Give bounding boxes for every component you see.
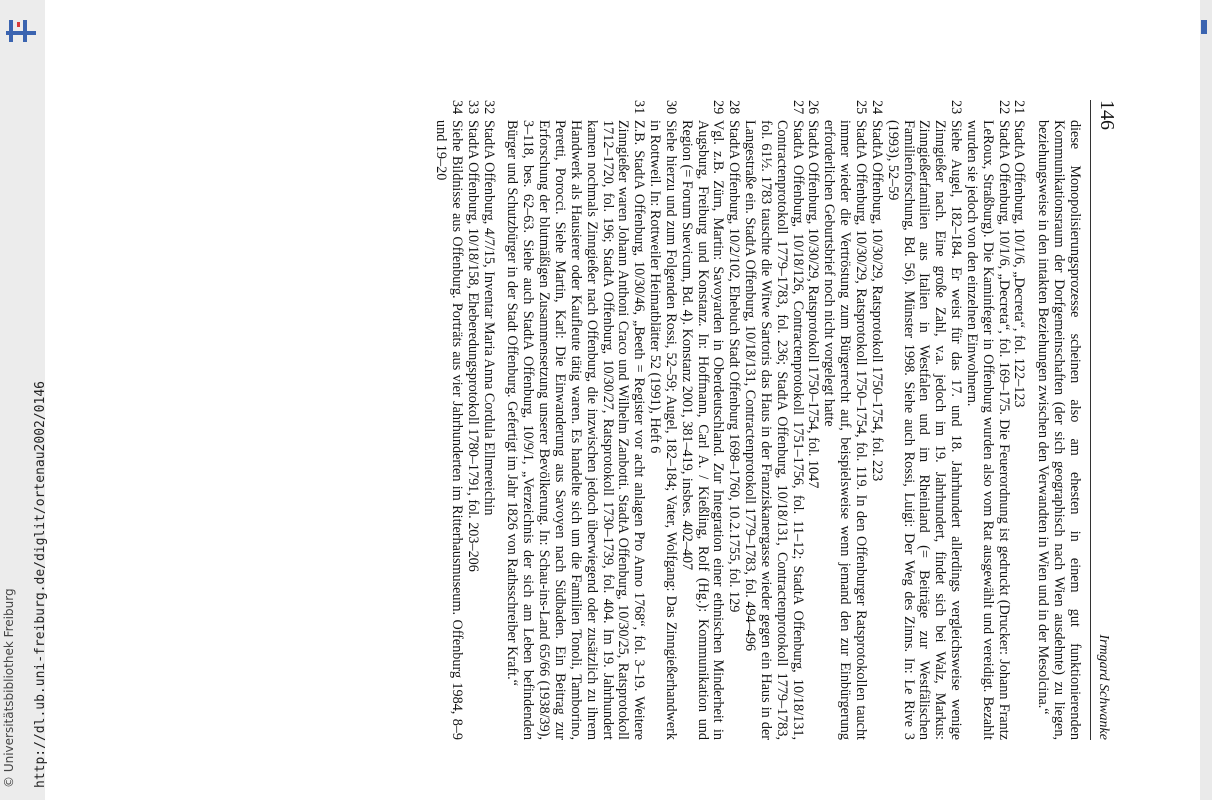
footnote xyxy=(464,100,480,740)
footnote xyxy=(884,100,963,740)
footnote-number: 26 xyxy=(805,100,822,115)
footnote-number: 22 xyxy=(995,100,1012,115)
running-head-author: Irmgard Schwanke xyxy=(1096,634,1111,740)
footnote-number: 25 xyxy=(853,100,870,115)
footnote-number: 23 xyxy=(948,100,965,115)
footnote-number: 32 xyxy=(480,100,497,115)
footnote-text: StadtA Offenburg, 10/1/6, „Decreta“, fol. 169–175. Die Feuerordnung ist gedruckt (Drucker: Johann Frantz LeRoux, Straßburg). Die Kaminfeger in Offenburg wurden also vom Rat ausgewählt und vereidigt. Bezahlt wurden sie jedoch von den einzelnen Einwohnern. xyxy=(963,120,1012,740)
footnote-number: 34 xyxy=(448,100,465,115)
footnote xyxy=(963,100,1011,740)
footnote-text: StadtA Offenburg, 10/30/29, Ratsprotokoll 1750–1754, fol. 1047 xyxy=(805,120,822,489)
footnote-text: Siehe hierzu und zum Folgenden Rossi, 52–59; Augel, 182–184; Vater, Wolfgang: Das Zinngießerhandwerk in Rottweil. In: Rottweiler Heimatblätter 52 (1991), Heft 6 xyxy=(647,120,679,740)
scanned-page xyxy=(150,100,1125,740)
footnote-number: 33 xyxy=(464,100,481,115)
footnote-text: diese Monopolisierungsprozesse scheinen also am ehesten in einem gut funktionierenden Kommunikationsraum der Dorfgemeinschaften (der sich geographisch nach Wien ausdehnte) zu liegen, beziehungsweise in den intakten Beziehungen zwischen den Verwandten in Wien und in der Mesolcina.“ xyxy=(1035,120,1083,740)
page-header xyxy=(1090,100,1125,740)
footnote-text: StadtA Offenburg, 10/2/102, Ehebuch Stadt Offenburg 1698–1760, 10.2.1755, fol. 129 xyxy=(726,120,743,613)
footnote xyxy=(480,100,496,740)
footnote xyxy=(1011,100,1027,740)
footnote-text: StadtA Offenburg, 10/18/126, Contractenprotokoll 1751–1756, fol. 11–12; StadtA Offenburg, 10/18/131, Contractenprotokoll 1779–1783, fol. 236; StadtA Offenburg, 10/18/131, Contractenprotokoll 1779–1783, fol. 61½. 1783 tauschte die Witwe Sartoris das Haus in der Franziskanergasse wieder gegen ein Haus in der Langestraße ein. StadtA Offenburg, 10/18/131, Contractenprotokoll 1779–1783, fol. 494–496 xyxy=(742,120,806,740)
footnote xyxy=(1034,100,1082,740)
viewer-left-strip xyxy=(0,0,48,800)
footnote xyxy=(821,100,869,740)
footnotes xyxy=(432,100,1082,740)
footnote-text: Vgl. z.B. Zürn, Martin: Savoyarden in Oberdeutschland. Zur Integration einer ethnischen Minderheit in Augsburg, Freiburg und Konstanz. In: Hoffmann, Carl A. / Kießling, Rolf (Hg.): Kommunikation und Region (= Forum Suevicum, Bd. 4). Konstanz 2001, 381–419, insbes. 402–407 xyxy=(678,120,727,740)
footnote xyxy=(504,100,647,740)
page-marker-icon xyxy=(1201,20,1207,34)
footnote-text: Z.B. StadtA Offenburg, 10/30/46, „Beeth = Register vor acht anlagen Pro Anno 1768“, fol. 3–19. Weitere Zinngießer waren Johann Anthoni Craco und Wilhelm Zanbotti. StadtA Offenburg, 10/30/25, Ratsprotokoll 1712–1720, fol. 196; StadtA Offenburg, 10/30/27, Ratsprotokoll 1730–1739, fol. 404. Im 19. Jahrhundert kamen nochmals Zinngießer nach Offenburg, die inzwischen jedoch überwiegend oder zusätzlich zu ihrem Handwerk als Hausierer oder Kaufleute tätig waren. Es handelte sich um die Familien Tonoli, Tamborino, Peretti, Porocci. Siehe Martin, Karl: Die Einwanderung aus Savoyen nach Südbaden. Ein Beitrag zur Erforschung der blutmäßigen Zusammensetzung unserer Bevölkerung. In: Schau-ins-Land 65/66 (1938/39), 3–118, bes. 62–63. Siehe auch StadtA Offenburg, 10/9/1, „Verzeichnis der sich am Leben befindenden Bürger und Schutzbürger in der Stadt Offenburg. Gefertigt im Jahr 1826 von Rathsschreiber Kraft.“ xyxy=(504,120,648,740)
footnote-text: StadtA Offenburg, 4/7/15, Inventar Maria Anna Cordula Ellmereichin xyxy=(480,120,497,516)
footnote-text: StadtA Offenburg, 10/30/29, Ratsprotokoll 1750–1754, fol. 119. In den Offenburger Ratsprotokollen taucht immer wieder die Vertröstung zum Bürgerrecht auf, beispielsweise wenn jemand den zur Einbürgerung erforderlichen Geburtsbrief noch nicht vorgelegt hatte xyxy=(821,120,870,740)
footnote-number xyxy=(1034,100,1082,120)
footnote-number: 29 xyxy=(710,100,727,115)
footnote xyxy=(741,100,804,740)
footnote-text: StadtA Offenburg, 10/30/29, Ratsprotokoll 1750–1754, fol. 223 xyxy=(868,120,885,482)
footnote xyxy=(805,100,821,740)
footnote-number: 31 xyxy=(631,100,648,115)
footnote-number: 21 xyxy=(1011,100,1028,115)
footnote xyxy=(725,100,741,740)
footnote xyxy=(868,100,884,740)
footnote xyxy=(678,100,726,740)
source-url[interactable]: http://dl.ub.uni-freiburg.de/diglit/ortenau2002/0146 xyxy=(33,381,48,788)
footnote-text: StadtA Offenburg, 10/1/6, „Decreta“, fol. 122–123 xyxy=(1011,120,1028,408)
copyright-notice: © Universitätsbibliothek Freiburg xyxy=(2,588,16,788)
footnote-number: 27 xyxy=(789,100,806,115)
page-number: 146 xyxy=(1096,100,1118,130)
footnote-text: Siehe Augel, 182–184. Er weist für das 17. und 18. Jahrhundert allerdings vergleichsweise wenige Zinngießer nach. Eine große Zahl, v.a. jedoch im 19. Jahrhundert, findet sich bei Walz, Markus: Zinngießerfamilien aus Italien in Westfalen und im Rheinland (= Beiträge zur Westfälischen Familienforschung, Bd. 56). Münster 1998. Siehe auch Rossi, Luigi: Der Weg des Zinns. In: Le Rive 3 (1993), 52–59 xyxy=(884,120,965,740)
viewer-right-strip xyxy=(1200,0,1212,800)
footnote xyxy=(432,100,464,740)
footnote-number: 24 xyxy=(868,100,885,115)
footnote-number: 30 xyxy=(662,100,679,115)
footnote-number: 28 xyxy=(726,100,743,115)
footnote xyxy=(646,100,678,740)
footnote-text: StadtA Offenburg, 10/18/158, Eheberedungsprotokoll 1780–1791, fol. 203–206 xyxy=(464,120,481,572)
library-logo-icon[interactable] xyxy=(6,20,36,42)
footnote-text: Siehe Bildnisse aus Offenburg. Porträts aus vier Jahrhunderten im Ritterhausmuseum. Offenburg 1984, 8–9 und 19–20 xyxy=(433,120,465,740)
